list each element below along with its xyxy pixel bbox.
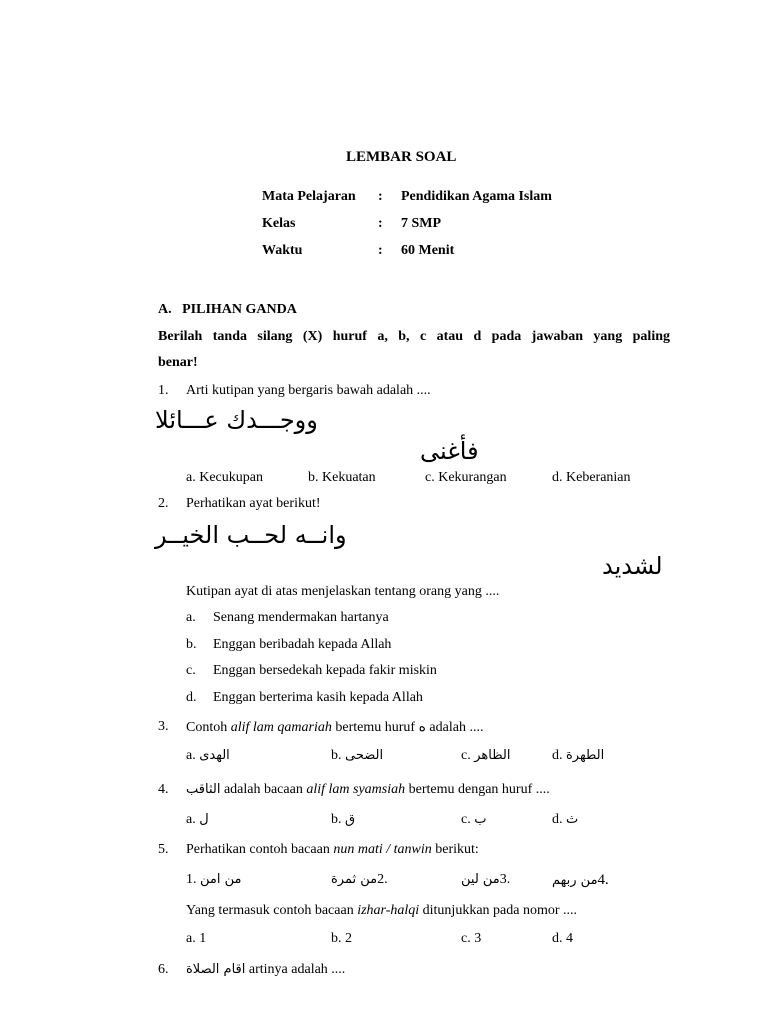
- example-3: من لين3.: [461, 872, 511, 887]
- question-number: 6.: [158, 962, 169, 977]
- option-a[interactable]: a. Kecukupan: [186, 470, 263, 485]
- question-number: 2.: [158, 496, 169, 511]
- separator: :: [378, 243, 383, 258]
- value-waktu: 60 Menit: [401, 243, 455, 258]
- option-b[interactable]: b. 2: [331, 931, 352, 946]
- question-text: الثاقب adalah bacaan alif lam syamsiah bertemu dengan huruf ....: [186, 782, 550, 797]
- instruction-line-2: benar!: [158, 355, 198, 370]
- option-a[interactable]: a. ل: [186, 812, 209, 827]
- question-text: اقام الصلاة artinya adalah ....: [186, 962, 346, 977]
- separator: :: [378, 189, 383, 204]
- option-b[interactable]: b. الضحى: [331, 748, 384, 763]
- label-kelas: Kelas: [262, 216, 296, 231]
- option-b-letter: b.: [186, 637, 197, 652]
- question-prompt: Yang termasuk contoh bacaan izhar-halqi ditunjukkan pada nomor ....: [186, 903, 578, 918]
- value-mata-pelajaran: Pendidikan Agama Islam: [401, 189, 552, 204]
- option-b[interactable]: b. ق: [331, 812, 356, 827]
- instruction-line-1: Berilah tanda silang (X) huruf a, b, c atau d pada jawaban yang paling: [158, 329, 670, 344]
- option-a[interactable]: a. 1: [186, 931, 207, 946]
- question-number: 3.: [158, 719, 169, 734]
- option-b[interactable]: b. Kekuatan: [308, 470, 376, 485]
- question-prompt: Kutipan ayat di atas menjelaskan tentang orang yang ....: [186, 584, 500, 599]
- arabic-verse-line-1: ووجـــدك عـــائلا: [155, 406, 318, 434]
- arabic-verse-line-1: وانــه لحــب الخيــر: [155, 521, 347, 549]
- option-d[interactable]: d. 4: [552, 931, 573, 946]
- arabic-verse-line-2: لشديد: [602, 552, 663, 580]
- option-b[interactable]: Enggan beribadah kepada Allah: [213, 637, 392, 652]
- question-number: 4.: [158, 782, 169, 797]
- question-text: Perhatikan contoh bacaan nun mati / tanwin berikut:: [186, 842, 479, 857]
- arabic-verse-line-2: فأغنى: [420, 437, 479, 465]
- page-title: LEMBAR SOAL: [346, 149, 457, 165]
- option-d[interactable]: d. الطهرة: [552, 748, 605, 763]
- option-c[interactable]: Enggan bersedekah kepada fakir miskin: [213, 663, 437, 678]
- example-1: 1. من امن: [186, 872, 242, 887]
- question-number: 5.: [158, 842, 169, 857]
- option-d[interactable]: d. Keberanian: [552, 470, 631, 485]
- label-mata-pelajaran: Mata Pelajaran: [262, 189, 356, 204]
- question-number: 1.: [158, 383, 169, 398]
- option-c[interactable]: c. Kekurangan: [425, 470, 507, 485]
- option-c[interactable]: c. ب: [461, 812, 487, 827]
- option-d-letter: d.: [186, 690, 197, 705]
- example-2: من ثمرة2.: [331, 872, 388, 887]
- option-c-letter: c.: [186, 663, 196, 678]
- option-a[interactable]: a. الهدى: [186, 748, 230, 763]
- option-c[interactable]: c. الظاهر: [461, 748, 511, 763]
- separator: :: [378, 216, 383, 231]
- question-text: Arti kutipan yang bergaris bawah adalah ....: [186, 383, 431, 398]
- option-d[interactable]: Enggan berterima kasih kepada Allah: [213, 690, 423, 705]
- option-d[interactable]: d. ث: [552, 812, 579, 827]
- section-heading: A. PILIHAN GANDA: [158, 302, 297, 317]
- question-text: Perhatikan ayat berikut!: [186, 496, 321, 511]
- option-a-letter: a.: [186, 610, 196, 625]
- question-text: Contoh alif lam qamariah bertemu huruf ه adalah ....: [186, 720, 484, 735]
- option-a[interactable]: Senang mendermakan hartanya: [213, 610, 389, 625]
- option-c[interactable]: c. 3: [461, 931, 482, 946]
- value-kelas: 7 SMP: [401, 216, 442, 231]
- example-4: من ربهم4.: [552, 872, 609, 888]
- label-waktu: Waktu: [262, 243, 303, 258]
